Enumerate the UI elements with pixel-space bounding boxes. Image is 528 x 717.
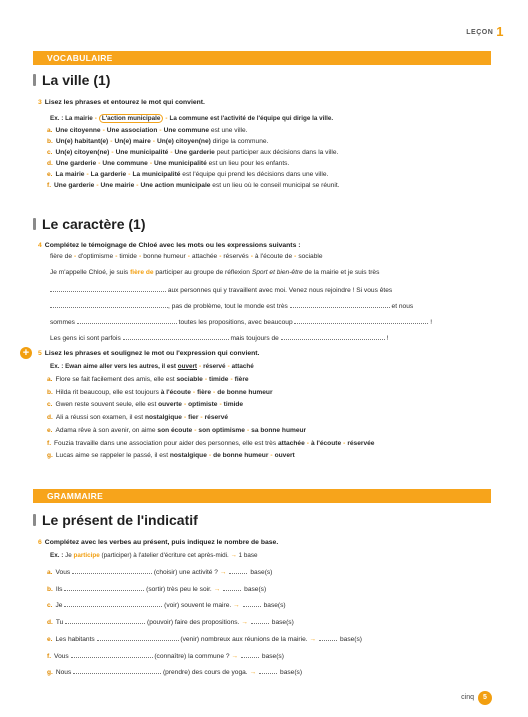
ex4-text-line-2 [50, 285, 392, 294]
item-letter: b. [47, 138, 53, 145]
choice-option: ouvert [177, 363, 198, 370]
plus-icon: + [20, 347, 32, 359]
ex5-item [47, 414, 228, 421]
ex3-example [50, 115, 333, 122]
ex6-example [50, 552, 258, 559]
choice-option[interactable]: fière [234, 376, 249, 383]
arrow-icon: → [241, 619, 248, 627]
verb-blank[interactable] [65, 617, 145, 624]
ex4-instruction [38, 242, 301, 249]
word-bank-item: à l'écoute de [254, 253, 293, 260]
title-bar [33, 218, 36, 230]
choice-option[interactable]: Une association [106, 127, 158, 134]
choice-option[interactable]: Un(e) habitant(e) [55, 138, 109, 145]
ex6-instruction-text: Complétez avec les verbes au présent, puis indiquez le nombre de base. [44, 539, 279, 546]
choice-option[interactable]: fière [197, 388, 211, 396]
item-letter: g. [47, 452, 53, 460]
choice-option[interactable]: nostalgique [169, 452, 207, 460]
separator-dot: - [110, 138, 113, 145]
choice-option[interactable]: sociable [176, 376, 203, 383]
choice-option[interactable]: Une mairie [100, 182, 135, 189]
choice-option: réservé [203, 363, 226, 370]
word-bank-item: sociable [298, 253, 323, 260]
separator-dot: - [86, 171, 89, 178]
separator-dot: - [94, 115, 97, 122]
ex6-item [47, 600, 286, 609]
ex6-example-result: 1 base [238, 552, 258, 559]
ex5-number: 5 [38, 350, 42, 357]
choice-option[interactable]: Une citoyenne [55, 127, 101, 134]
ex3-example-circled: L'action municipale [99, 114, 164, 123]
separator-dot: - [138, 253, 142, 260]
ex5-example [50, 363, 254, 370]
word-bank-item: attachée [191, 253, 218, 260]
word-bank-item: fière de [50, 253, 72, 260]
ex5-example-text: Ewan aime aller vers les autres, il est [65, 363, 178, 370]
separator-dot: - [96, 182, 99, 189]
item-text: Ali a réussi son examen, il est [55, 414, 145, 422]
ex5-item [47, 452, 295, 459]
choice-option[interactable]: nostalgique [144, 414, 182, 422]
item-letter: a. [47, 376, 53, 383]
base-count-blank[interactable] [319, 634, 337, 641]
answer-blank[interactable] [123, 333, 229, 340]
item-letter: d. [47, 414, 53, 422]
item-end: base(s) [244, 585, 267, 593]
choice-option[interactable]: de bonne humeur [217, 388, 273, 396]
ex5-item [47, 440, 374, 447]
separator-dot: - [246, 426, 250, 434]
ex3-example-opt: La commune [169, 115, 209, 122]
separator-dot: - [170, 149, 173, 156]
item-subject: Nous [55, 669, 74, 677]
separator-dot: - [208, 452, 212, 460]
choice-option[interactable]: fier [188, 414, 199, 422]
choice-option: attaché [231, 363, 254, 370]
ex6-example-subject: Je [65, 552, 72, 559]
item-subject: Vous [55, 569, 72, 576]
ex5-item [47, 376, 249, 383]
section-banner-vocabulaire: VOCABULAIRE [33, 51, 491, 65]
word-bank-item: bonne humeur [143, 253, 186, 260]
verb-blank[interactable] [73, 667, 161, 674]
ex5-item [47, 427, 306, 434]
ex6-item [47, 584, 266, 593]
item-end: base(s) [340, 635, 362, 643]
separator-dot: - [200, 414, 203, 422]
choice-option[interactable]: La municipalité [132, 171, 181, 178]
lesson-label-text: LEÇON [466, 29, 494, 36]
ex6-example-label: Ex. : [50, 552, 64, 559]
ex6-item [47, 567, 272, 576]
answer-blank[interactable] [50, 301, 168, 308]
ex4-text: de la mairie et je suis très [304, 269, 380, 276]
answer-blank[interactable] [50, 285, 166, 292]
answer-blank[interactable] [281, 333, 385, 340]
ex4-text: Je m'appelle Chloé, je suis [50, 269, 129, 276]
lesson-label [466, 24, 504, 39]
title-ville [33, 72, 110, 88]
item-text: (choisir) une activité ? [152, 569, 220, 576]
ex3-example-label: Ex. : [50, 115, 64, 122]
choice-option[interactable]: Une garderie [54, 182, 95, 189]
ex6-example-fill: participe [73, 552, 100, 559]
separator-dot: - [128, 171, 131, 178]
item-letter: d. [47, 160, 53, 167]
page-number-badge: 5 [478, 691, 492, 705]
separator-dot: - [343, 439, 346, 447]
word-bank-item: réservés [223, 253, 249, 260]
choice-option[interactable]: Une action municipale [140, 182, 211, 189]
ex4-text: mais toujours de [230, 335, 279, 342]
item-letter: c. [47, 149, 53, 156]
base-count-blank[interactable] [223, 584, 241, 591]
separator-dot: - [227, 363, 230, 370]
ex4-text: ! [430, 319, 433, 326]
choice-option[interactable]: Un(e) citoyen(ne) [55, 149, 110, 156]
item-text: est un lieu où le conseil municipal se réunit. [212, 182, 340, 189]
choice-option[interactable]: à l'écoute [310, 439, 342, 447]
ex4-text: ! [386, 335, 389, 342]
ex5-item [47, 401, 243, 408]
choice-option[interactable]: La mairie [55, 171, 85, 178]
ex6-item [47, 651, 284, 660]
item-subject: Ils [55, 585, 65, 593]
separator-dot: - [74, 253, 77, 260]
choice-option[interactable]: timide [209, 376, 229, 383]
verb-blank[interactable] [97, 634, 179, 641]
ex6-item [47, 617, 294, 626]
answer-blank[interactable] [294, 317, 428, 324]
item-subject: Tu [55, 619, 66, 627]
choice-option[interactable]: réservé [204, 414, 229, 422]
separator-dot: - [250, 253, 253, 260]
item-letter: e. [47, 635, 53, 643]
base-count-blank[interactable] [259, 667, 277, 674]
ex4-text: sommes [50, 319, 75, 326]
item-letter: d. [47, 619, 53, 627]
ex4-filled-answer: fière de [130, 269, 154, 276]
ex3-item [47, 149, 338, 156]
word-bank-item: timide [119, 253, 137, 260]
separator-dot: - [204, 376, 208, 383]
item-text: Fouzia travaille dans une association pour aider des personnes, elle est très [54, 439, 278, 447]
base-count-blank[interactable] [243, 600, 261, 607]
arrow-icon: → [233, 602, 240, 610]
item-text: (connaître) la commune ? [152, 652, 232, 660]
item-letter: f. [47, 439, 52, 447]
choice-option[interactable]: attachée [277, 439, 305, 447]
title-caractere [33, 216, 146, 232]
ex3-item [47, 182, 339, 189]
separator-dot: - [165, 115, 168, 122]
item-letter: e. [47, 171, 53, 178]
separator-dot: - [192, 388, 196, 396]
ex4-text-line-1 [50, 269, 379, 276]
item-end: base(s) [250, 569, 273, 576]
item-end: base(s) [271, 619, 294, 627]
ex5-item [47, 389, 273, 396]
verb-blank[interactable] [64, 584, 144, 591]
choice-option[interactable]: ouverte [158, 401, 182, 409]
choice-option[interactable]: son optimisme [198, 426, 245, 434]
arrow-icon: → [230, 552, 237, 559]
separator-dot: - [219, 253, 222, 260]
ex4-instruction-text: Complétez le témoignage de Chloé avec les mots ou les expressions suivants : [44, 242, 301, 249]
separator-dot: - [152, 138, 155, 145]
title-ville-text: La ville (1) [42, 72, 111, 88]
choice-option[interactable]: Une municipalité [154, 160, 207, 167]
separator-dot: - [199, 363, 202, 370]
choice-option[interactable]: La garderie [90, 171, 127, 178]
item-text: Lucas aime se rappeler le passé, il est [55, 452, 170, 460]
item-text: Adama rêve à son avenir, on aime [55, 426, 158, 434]
choice-option[interactable]: Une garderie [174, 149, 215, 156]
base-count-blank[interactable] [229, 567, 247, 574]
item-text: dirige la commune. [212, 138, 269, 145]
separator-dot: - [183, 401, 187, 409]
item-text: est un lieu pour les enfants. [208, 160, 290, 167]
separator-dot: - [187, 253, 190, 260]
item-letter: f. [47, 182, 52, 189]
title-present-text: Le présent de l'indicatif [42, 512, 198, 528]
base-count-blank[interactable] [251, 617, 269, 624]
arrow-icon: → [309, 635, 316, 643]
verb-blank[interactable] [72, 567, 152, 574]
ex4-text-line-4 [50, 317, 432, 326]
separator-dot: - [159, 127, 162, 134]
item-letter: b. [47, 388, 53, 396]
ex6-instruction [38, 539, 278, 546]
ex3-instruction [38, 99, 205, 106]
word-bank-item: d'optimisme [78, 253, 114, 260]
item-subject: Je [55, 602, 65, 610]
arrow-icon: → [249, 669, 257, 677]
title-present [33, 512, 198, 528]
ex6-example-text: (participer) à l'atelier d'écriture cet après-midi. [101, 552, 229, 559]
item-letter: f. [47, 652, 52, 660]
choice-option[interactable]: Un(e) citoyen(ne) [156, 138, 211, 145]
ex4-text-line-5 [50, 333, 388, 342]
answer-blank[interactable] [77, 317, 177, 324]
ex4-text: Les gens ici sont parfois [50, 335, 121, 342]
item-end: base(s) [263, 602, 286, 610]
ex3-item [47, 171, 328, 178]
separator-dot: - [115, 253, 118, 260]
section-banner-grammaire: GRAMMAIRE [33, 489, 491, 503]
ex6-number: 6 [38, 539, 42, 546]
choice-option[interactable]: timide [223, 401, 244, 409]
separator-dot: - [102, 127, 105, 134]
ex4-word-bank [50, 253, 323, 260]
ex6-item [47, 634, 362, 643]
item-text: Gwen reste souvent seule, elle est [55, 401, 159, 409]
ex3-item [47, 138, 268, 145]
item-subject: Les habitants [55, 635, 97, 643]
item-text: Flore se fait facilement des amis, elle est [55, 376, 177, 383]
base-count-blank[interactable] [241, 651, 259, 658]
ex3-item [47, 127, 248, 134]
ex4-text-italic: Sport et bien-être [251, 269, 303, 276]
ex4-text-line-3 [50, 301, 413, 310]
title-bar [33, 514, 36, 526]
choice-option[interactable]: à l'écoute [160, 388, 191, 396]
item-end: base(s) [280, 669, 303, 677]
separator-dot: - [111, 149, 114, 156]
ex3-example-opt: La mairie [65, 115, 93, 122]
ex4-text: et nous [391, 303, 414, 310]
choice-option[interactable]: son écoute [157, 426, 193, 434]
ex6-item [47, 667, 302, 676]
item-text: (sortir) très peu le soir. [144, 585, 214, 593]
item-text: (voir) souvent le maire. [162, 602, 234, 610]
separator-dot: - [213, 388, 216, 396]
verb-blank[interactable] [64, 600, 162, 607]
ex4-number: 4 [38, 242, 42, 249]
ex3-number: 3 [38, 99, 42, 106]
choice-option[interactable]: Une garderie [55, 160, 97, 167]
item-letter: g. [47, 669, 53, 677]
item-end: base(s) [261, 652, 284, 660]
ex5-example-label: Ex. : [50, 363, 66, 370]
ex4-text: participer au groupe de réflexion [155, 269, 250, 276]
choice-option[interactable]: de bonne humeur [213, 452, 269, 460]
item-text: peut participer aux décisions dans la ville. [216, 149, 339, 156]
choice-option[interactable]: optimiste [188, 401, 218, 409]
ex5-instruction-text: Lisez les phrases et soulignez le mot ou l'expression qui convient. [44, 350, 260, 357]
ex3-instruction-text: Lisez les phrases et entourez le mot qui convient. [44, 99, 205, 106]
separator-dot: - [230, 376, 233, 383]
ex3-item [47, 160, 289, 167]
separator-dot: - [294, 253, 297, 260]
separator-dot: - [306, 439, 309, 447]
separator-dot: - [219, 401, 222, 409]
item-text: est l'équipe qui prend les décisions dans une ville. [182, 171, 329, 178]
item-letter: c. [47, 602, 53, 610]
page-word: cinq [461, 694, 474, 701]
item-letter: e. [47, 426, 53, 434]
choice-option[interactable]: Une commune [163, 127, 209, 134]
separator-dot: - [136, 182, 139, 189]
title-caractere-text: Le caractère (1) [42, 216, 146, 232]
separator-dot: - [183, 414, 187, 422]
choice-option[interactable]: ouvert [274, 452, 295, 460]
item-letter: a. [47, 127, 53, 134]
ex4-text: toutes les propositions, avec beaucoup [178, 319, 293, 326]
verb-blank[interactable] [71, 651, 153, 658]
choice-option[interactable]: sa bonne humeur [251, 426, 307, 434]
separator-dot: - [98, 160, 101, 167]
item-text: Hilda rit beaucoup, elle est toujours [55, 388, 161, 396]
arrow-icon: → [231, 652, 238, 660]
ex4-text: aux personnes qui y travaillent avec moi. Venez nous rejoindre ! Si vous êtes [167, 287, 393, 294]
separator-dot: - [270, 452, 273, 460]
item-letter: b. [47, 585, 53, 593]
ex5-instruction [38, 350, 259, 357]
choice-option[interactable]: Une municipalité [115, 149, 169, 156]
ex4-text: , pas de problème, tout le monde est très [168, 303, 288, 310]
answer-blank[interactable] [290, 301, 390, 308]
page-number [461, 691, 492, 705]
title-bar [33, 74, 36, 86]
separator-dot: - [194, 426, 197, 434]
item-text: est une ville. [210, 127, 248, 134]
lesson-number: 1 [496, 24, 504, 39]
item-subject: Vous [54, 652, 71, 660]
item-text: (venir) nombreux aux réunions de la mairie. [178, 635, 310, 643]
item-letter: a. [47, 569, 53, 576]
choice-option[interactable]: Un(e) maire [114, 138, 151, 145]
item-text: (prendre) des cours de yoga. [161, 669, 250, 677]
arrow-icon: → [219, 569, 227, 576]
item-letter: c. [47, 401, 53, 409]
separator-dot: - [149, 160, 153, 167]
choice-option[interactable]: réservée [347, 439, 375, 447]
arrow-icon: → [213, 585, 221, 593]
ex3-example-rest: est l'activité de l'équipe qui dirige la ville. [210, 115, 334, 122]
choice-option[interactable]: Une commune [102, 160, 148, 167]
item-text: (pouvoir) faire des propositions. [145, 619, 242, 627]
